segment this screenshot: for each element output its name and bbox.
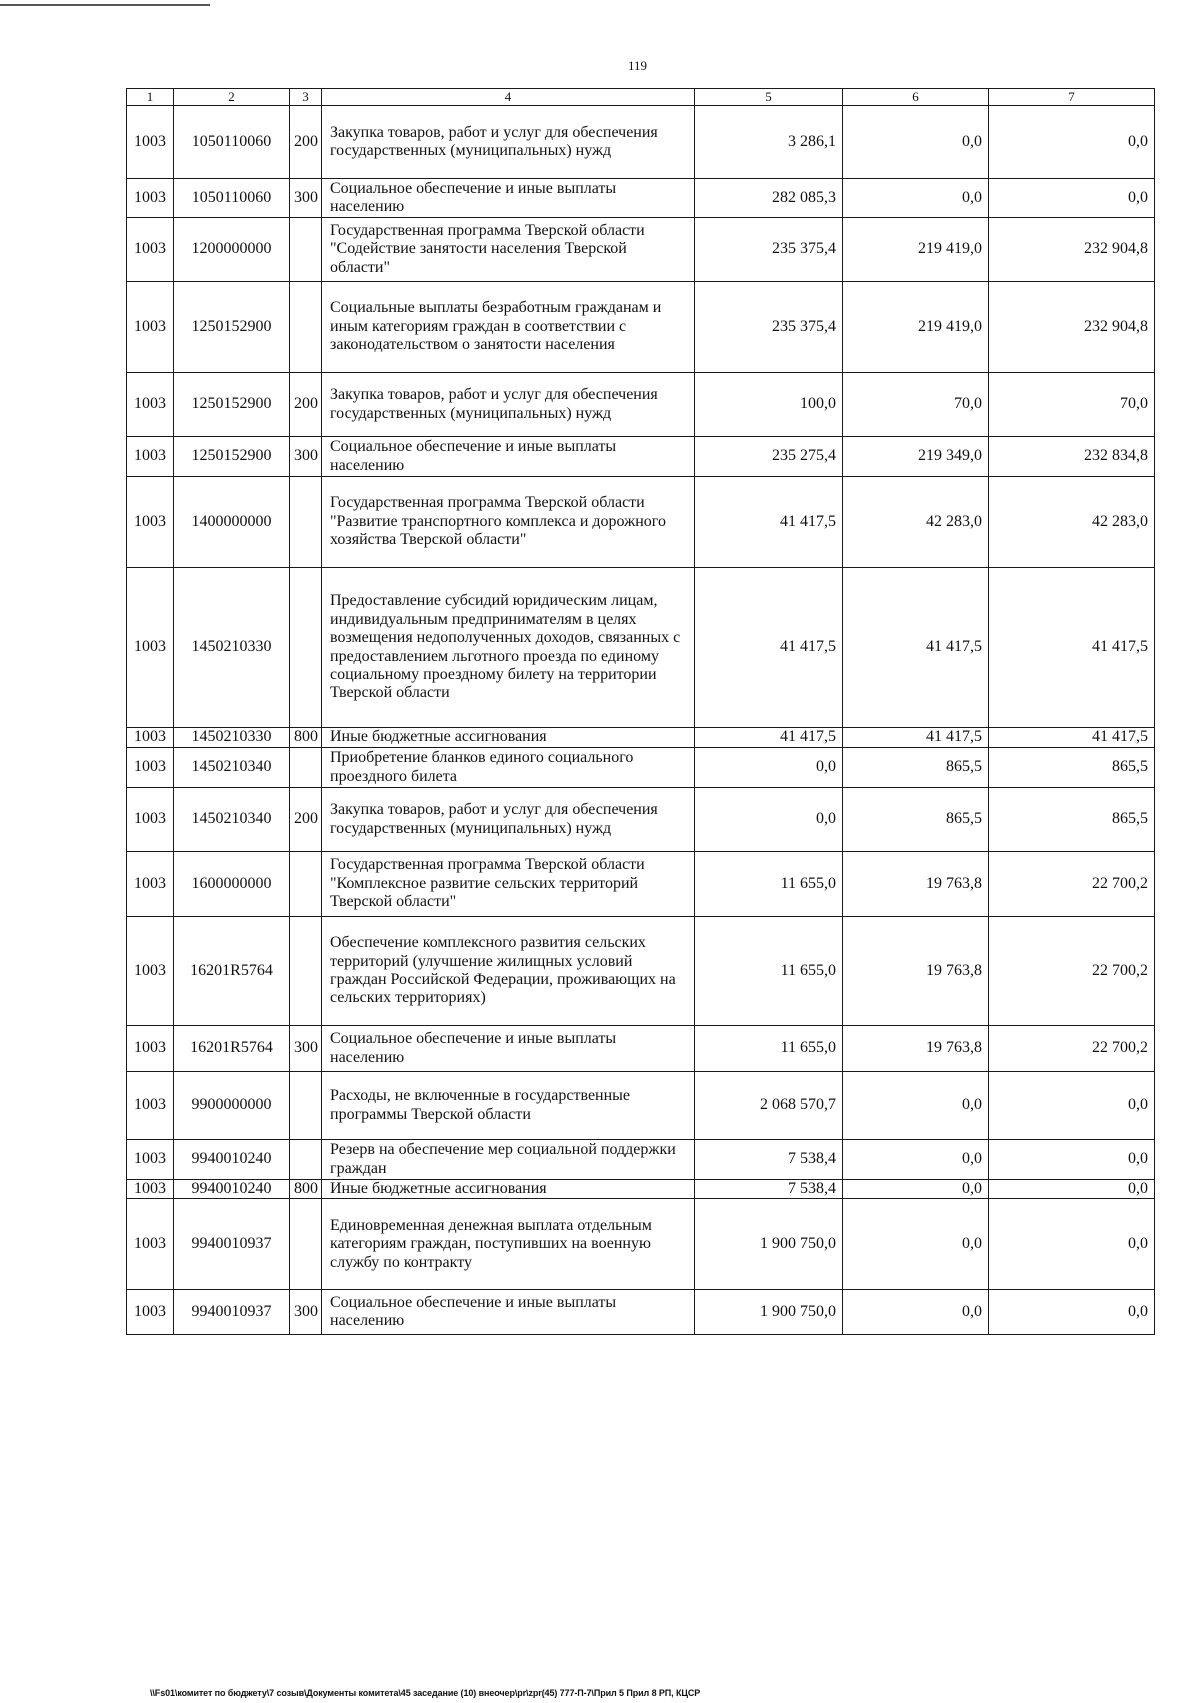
section-code-cell: 1003: [127, 568, 174, 728]
amount-col5-cell: 2 068 570,7: [695, 1072, 843, 1140]
amount-col5-cell: 282 085,3: [695, 179, 843, 218]
expense-type-cell: [290, 218, 322, 282]
amount-col6-cell: 219 419,0: [843, 282, 989, 373]
expense-type-cell: 800: [290, 728, 322, 748]
table-row: [127, 106, 1155, 179]
amount-col5-cell: 235 375,4: [695, 218, 843, 282]
amount-col6-cell: 219 349,0: [843, 437, 989, 477]
item-name-cell: Социальные выплаты безработным гражданам и иным категориям граждан в соответствии с законодательством о занятости населения: [322, 282, 695, 373]
target-code-cell: 9940010937: [174, 1199, 290, 1290]
amount-col6-cell: 0,0: [843, 1199, 989, 1290]
section-code-cell: 1003: [127, 1072, 174, 1140]
item-name-cell: Расходы, не включенные в государственные программы Тверской области: [322, 1072, 695, 1140]
section-code-cell: 1003: [127, 1180, 174, 1199]
column-header: 4: [322, 89, 695, 106]
target-code-cell: 16201R5764: [174, 1026, 290, 1072]
expense-type-cell: [290, 852, 322, 917]
amount-col6-cell: 42 283,0: [843, 477, 989, 568]
table-row: [127, 1180, 1155, 1199]
amount-col7-cell: 0,0: [989, 1180, 1155, 1199]
amount-col7-cell: 0,0: [989, 106, 1155, 179]
table-row: [127, 568, 1155, 728]
section-code-cell: 1003: [127, 917, 174, 1026]
amount-col7-cell: 0,0: [989, 1140, 1155, 1180]
expense-type-cell: [290, 568, 322, 728]
target-code-cell: 1250152900: [174, 373, 290, 437]
section-code-cell: 1003: [127, 1140, 174, 1180]
item-name-cell: Социальное обеспечение и иные выплаты населению: [322, 437, 695, 477]
item-name-cell: Социальное обеспечение и иные выплаты населению: [322, 179, 695, 218]
column-header: 5: [695, 89, 843, 106]
table-row: [127, 437, 1155, 477]
header-row: [127, 89, 1155, 106]
budget-table: [126, 88, 1155, 1335]
amount-col7-cell: 232 904,8: [989, 282, 1155, 373]
amount-col6-cell: 0,0: [843, 179, 989, 218]
target-code-cell: 1200000000: [174, 218, 290, 282]
amount-col7-cell: 0,0: [989, 179, 1155, 218]
item-name-cell: Социальное обеспечение и иные выплаты населению: [322, 1290, 695, 1335]
section-code-cell: 1003: [127, 1026, 174, 1072]
target-code-cell: 16201R5764: [174, 917, 290, 1026]
amount-col6-cell: 41 417,5: [843, 728, 989, 748]
expense-type-cell: 300: [290, 179, 322, 218]
amount-col6-cell: 0,0: [843, 106, 989, 179]
amount-col6-cell: 0,0: [843, 1290, 989, 1335]
item-name-cell: Социальное обеспечение и иные выплаты населению: [322, 1026, 695, 1072]
table-row: [127, 1026, 1155, 1072]
item-name-cell: Государственная программа Тверской области "Развитие транспортного комплекса и дорожного хозяйства Тверской области": [322, 477, 695, 568]
item-name-cell: Государственная программа Тверской области "Комплексное развитие сельских территорий Тверской области": [322, 852, 695, 917]
section-code-cell: 1003: [127, 852, 174, 917]
amount-col6-cell: 865,5: [843, 748, 989, 788]
section-code-cell: 1003: [127, 282, 174, 373]
item-name-cell: Иные бюджетные ассигнования: [322, 1180, 695, 1199]
amount-col5-cell: 1 900 750,0: [695, 1199, 843, 1290]
expense-type-cell: [290, 282, 322, 373]
amount-col5-cell: 11 655,0: [695, 917, 843, 1026]
item-name-cell: Резерв на обеспечение мер социальной поддержки граждан: [322, 1140, 695, 1180]
expense-type-cell: 300: [290, 1026, 322, 1072]
amount-col6-cell: 19 763,8: [843, 1026, 989, 1072]
amount-col5-cell: 11 655,0: [695, 1026, 843, 1072]
table-row: [127, 1072, 1155, 1140]
table-row: [127, 788, 1155, 852]
amount-col7-cell: 22 700,2: [989, 852, 1155, 917]
amount-col7-cell: 0,0: [989, 1072, 1155, 1140]
section-code-cell: 1003: [127, 1199, 174, 1290]
amount-col6-cell: 19 763,8: [843, 917, 989, 1026]
amount-col5-cell: 7 538,4: [695, 1180, 843, 1199]
expense-type-cell: [290, 1072, 322, 1140]
amount-col5-cell: 0,0: [695, 788, 843, 852]
item-name-cell: Единовременная денежная выплата отдельным категориям граждан, поступивших на военную службу по контракту: [322, 1199, 695, 1290]
item-name-cell: Государственная программа Тверской области "Содействие занятости населения Тверской области": [322, 218, 695, 282]
amount-col7-cell: 232 904,8: [989, 218, 1155, 282]
amount-col6-cell: 70,0: [843, 373, 989, 437]
section-code-cell: 1003: [127, 373, 174, 437]
item-name-cell: Предоставление субсидий юридическим лицам, индивидуальным предпринимателям в целях возмещения недополученных доходов, связанных с предоставлением льготного проезда по единому социальному проездному билету на территории Тверской области: [322, 568, 695, 728]
amount-col7-cell: 42 283,0: [989, 477, 1155, 568]
amount-col6-cell: 0,0: [843, 1072, 989, 1140]
target-code-cell: 9940010937: [174, 1290, 290, 1335]
amount-col5-cell: 0,0: [695, 748, 843, 788]
item-name-cell: Закупка товаров, работ и услуг для обеспечения государственных (муниципальных) нужд: [322, 106, 695, 179]
scan-artifact-line: [0, 4, 210, 6]
amount-col5-cell: 11 655,0: [695, 852, 843, 917]
amount-col5-cell: 41 417,5: [695, 728, 843, 748]
section-code-cell: 1003: [127, 437, 174, 477]
section-code-cell: 1003: [127, 728, 174, 748]
column-header: 7: [989, 89, 1155, 106]
amount-col6-cell: 0,0: [843, 1140, 989, 1180]
table-row: [127, 1140, 1155, 1180]
amount-col6-cell: 219 419,0: [843, 218, 989, 282]
amount-col7-cell: 0,0: [989, 1199, 1155, 1290]
amount-col5-cell: 3 286,1: [695, 106, 843, 179]
amount-col6-cell: 19 763,8: [843, 852, 989, 917]
expense-type-cell: 300: [290, 437, 322, 477]
page-number: 119: [627, 58, 648, 73]
amount-col7-cell: 22 700,2: [989, 1026, 1155, 1072]
amount-col5-cell: 235 375,4: [695, 282, 843, 373]
expense-type-cell: 300: [290, 1290, 322, 1335]
amount-col7-cell: 70,0: [989, 373, 1155, 437]
amount-col5-cell: 1 900 750,0: [695, 1290, 843, 1335]
section-code-cell: 1003: [127, 748, 174, 788]
target-code-cell: 1450210340: [174, 748, 290, 788]
item-name-cell: Закупка товаров, работ и услуг для обеспечения государственных (муниципальных) нужд: [322, 373, 695, 437]
amount-col6-cell: 41 417,5: [843, 568, 989, 728]
table-row: [127, 917, 1155, 1026]
target-code-cell: 1050110060: [174, 106, 290, 179]
table-row: [127, 218, 1155, 282]
column-header: 6: [843, 89, 989, 106]
section-code-cell: 1003: [127, 1290, 174, 1335]
expense-type-cell: 200: [290, 788, 322, 852]
amount-col5-cell: 41 417,5: [695, 568, 843, 728]
table-row: [127, 1199, 1155, 1290]
amount-col6-cell: 865,5: [843, 788, 989, 852]
target-code-cell: 1250152900: [174, 437, 290, 477]
item-name-cell: Иные бюджетные ассигнования: [322, 728, 695, 748]
target-code-cell: 9900000000: [174, 1072, 290, 1140]
amount-col7-cell: 232 834,8: [989, 437, 1155, 477]
expense-type-cell: [290, 917, 322, 1026]
table-row: [127, 179, 1155, 218]
target-code-cell: 1250152900: [174, 282, 290, 373]
amount-col7-cell: 0,0: [989, 1290, 1155, 1335]
table-row: [127, 282, 1155, 373]
amount-col7-cell: 865,5: [989, 748, 1155, 788]
expense-type-cell: 200: [290, 373, 322, 437]
target-code-cell: 1400000000: [174, 477, 290, 568]
section-code-cell: 1003: [127, 788, 174, 852]
expense-type-cell: 200: [290, 106, 322, 179]
expense-type-cell: [290, 1140, 322, 1180]
target-code-cell: 9940010240: [174, 1180, 290, 1199]
target-code-cell: 9940010240: [174, 1140, 290, 1180]
section-code-cell: 1003: [127, 106, 174, 179]
amount-col5-cell: 41 417,5: [695, 477, 843, 568]
item-name-cell: Приобретение бланков единого социального проездного билета: [322, 748, 695, 788]
column-header: 2: [174, 89, 290, 106]
item-name-cell: Закупка товаров, работ и услуг для обеспечения государственных (муниципальных) нужд: [322, 788, 695, 852]
amount-col5-cell: 235 275,4: [695, 437, 843, 477]
table-row: [127, 1290, 1155, 1335]
section-code-cell: 1003: [127, 477, 174, 568]
target-code-cell: 1450210330: [174, 728, 290, 748]
amount-col7-cell: 41 417,5: [989, 728, 1155, 748]
target-code-cell: 1450210330: [174, 568, 290, 728]
amount-col7-cell: 865,5: [989, 788, 1155, 852]
column-header: 3: [290, 89, 322, 106]
target-code-cell: 1050110060: [174, 179, 290, 218]
amount-col7-cell: 22 700,2: [989, 917, 1155, 1026]
expense-type-cell: [290, 477, 322, 568]
table-row: [127, 852, 1155, 917]
expense-type-cell: 800: [290, 1180, 322, 1199]
table-row: [127, 748, 1155, 788]
expense-type-cell: [290, 1199, 322, 1290]
section-code-cell: 1003: [127, 179, 174, 218]
expense-type-cell: [290, 748, 322, 788]
section-code-cell: 1003: [127, 218, 174, 282]
table-row: [127, 728, 1155, 748]
column-header: 1: [127, 89, 174, 106]
item-name-cell: Обеспечение комплексного развития сельских территорий (улучшение жилищных условий граждан Российской Федерации, проживающих на сельских территориях): [322, 917, 695, 1026]
footer-file-path: \\Fs01\комитет по бюджету\7 созыв\Документы комитета\45 заседание (10) внеочер\pr\zpr(45) 777-П-7\Прил 5 Прил 8 РП, КЦСР: [150, 1688, 701, 1698]
amount-col5-cell: 100,0: [695, 373, 843, 437]
table-row: [127, 373, 1155, 437]
amount-col7-cell: 41 417,5: [989, 568, 1155, 728]
amount-col5-cell: 7 538,4: [695, 1140, 843, 1180]
target-code-cell: 1600000000: [174, 852, 290, 917]
amount-col6-cell: 0,0: [843, 1180, 989, 1199]
table-row: [127, 477, 1155, 568]
target-code-cell: 1450210340: [174, 788, 290, 852]
